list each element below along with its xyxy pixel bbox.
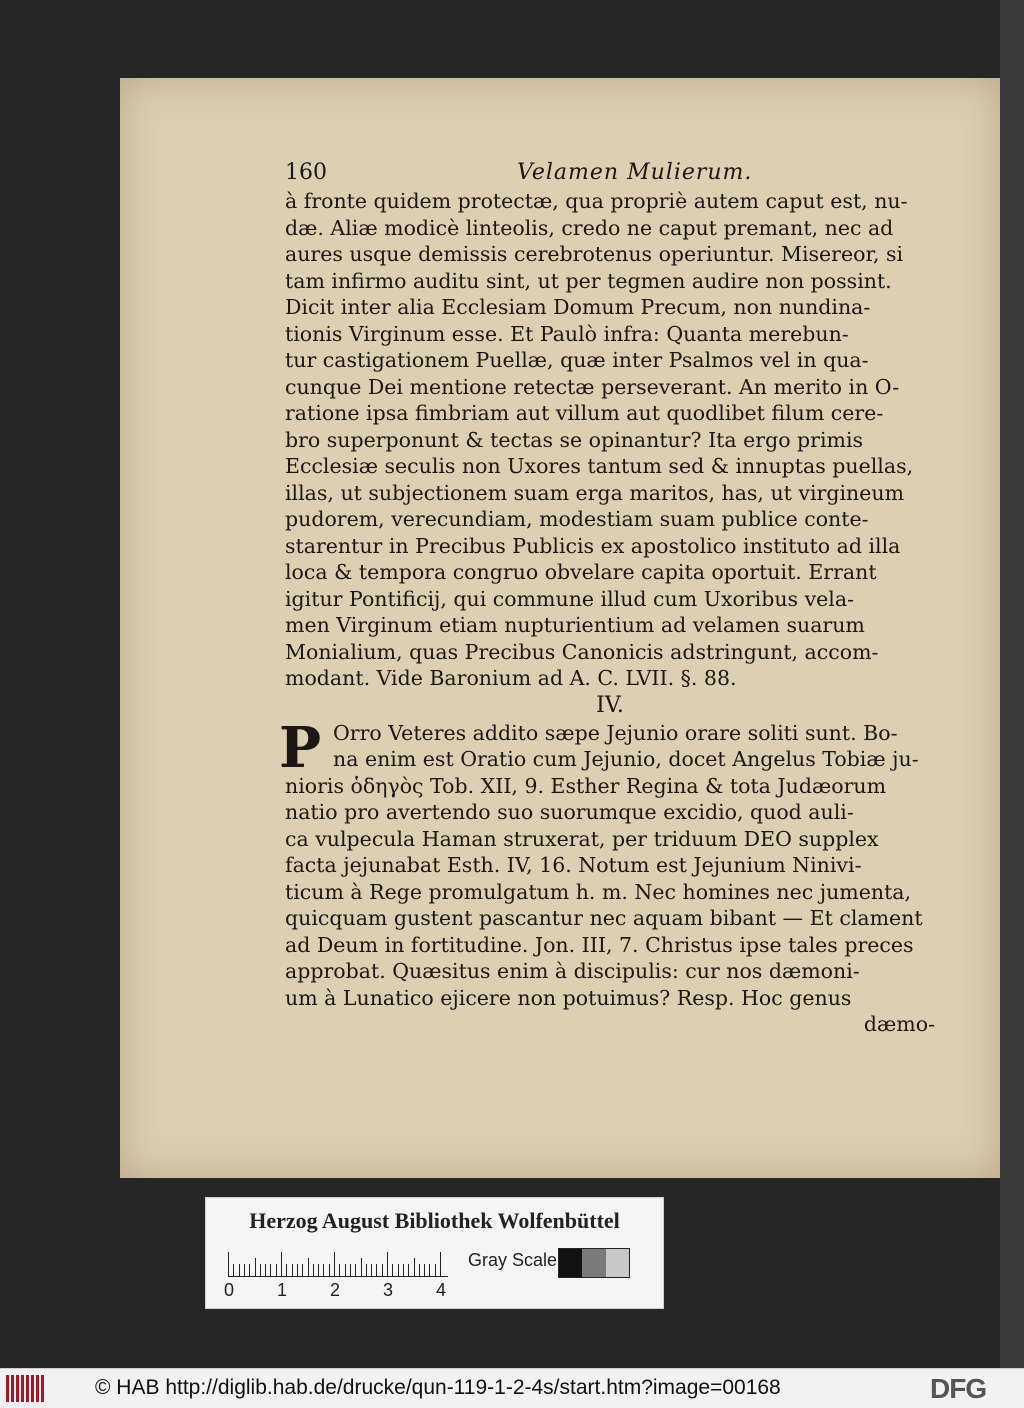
- text-line: bro superponunt & tectas se opinantur? Ita ergo primis: [285, 427, 864, 452]
- text-line: igitur Pontificij, qui commune illud cum Uxoribus vela-: [285, 586, 855, 611]
- text-line: approbat. Quæsitus enim à discipulis: cur nos dæmoni-: [285, 959, 860, 983]
- ruler-tick: [249, 1264, 250, 1276]
- gray-swatch: [582, 1249, 605, 1277]
- source-url[interactable]: © HAB http://diglib.hab.de/drucke/qun-119-1-2-4s/start.htm?image=00168: [95, 1376, 781, 1399]
- ruler-tick: [440, 1252, 441, 1276]
- ruler-tick: [334, 1252, 335, 1276]
- dfg-logo: DFG: [930, 1373, 987, 1404]
- barcode-icon: [6, 1375, 46, 1402]
- text-line: aures usque demissis cerebrotenus operiuntur. Misereor, si: [285, 242, 904, 266]
- ruler-tick: [366, 1264, 367, 1276]
- scan-edge: [1000, 0, 1024, 1368]
- ruler-tick: [302, 1264, 303, 1276]
- text-line: ratione ipsa fimbriam aut villum aut quodlibet filum cere-: [285, 401, 884, 425]
- ruler-tick: [323, 1264, 324, 1276]
- gray-swatch: [606, 1249, 629, 1277]
- scale-number: 4: [436, 1280, 447, 1300]
- footer-bar: [0, 1368, 1024, 1408]
- ruler-tick: [376, 1264, 377, 1276]
- ruler-tick: [308, 1258, 309, 1276]
- text-line: starentur in Precibus Publicis ex apostolico instituto ad illa: [285, 533, 901, 558]
- ruler-tick: [233, 1264, 234, 1276]
- ruler-tick: [339, 1264, 340, 1276]
- page-number: 160: [285, 160, 327, 185]
- paragraph: [279, 714, 935, 1012]
- text-line: ca vulpecula Haman struxerat, per triduum DEO supplex: [285, 826, 879, 851]
- page-text: [279, 158, 935, 1038]
- ruler-tick: [292, 1264, 293, 1276]
- text-line: natio pro avertendo suo suorumque excidio, quod auli-: [285, 800, 854, 824]
- text-line: men Virginum etiam nupturientium ad velamen suarum: [285, 613, 865, 637]
- text-line: Ecclesiæ seculis non Uxores tantum sed & innuptas puellas,: [285, 454, 914, 478]
- paragraph: [285, 188, 935, 692]
- ruler-tick: [371, 1264, 372, 1276]
- library-card: [205, 1197, 664, 1309]
- drop-cap: P: [279, 714, 322, 781]
- text-line: ad Deum in fortitudine. Jon. III, 7. Christus ipse tales preces: [285, 932, 914, 957]
- text-line: tur castigationem Puellæ, quæ inter Psalmos vel in qua-: [285, 348, 869, 372]
- scale-number: 3: [383, 1280, 394, 1300]
- ruler-tick: [419, 1264, 420, 1276]
- ruler-tick: [398, 1264, 399, 1276]
- scale-numbers: [224, 1280, 464, 1300]
- ruler-tick: [345, 1264, 346, 1276]
- ruler-tick: [270, 1264, 271, 1276]
- ruler-tick: [329, 1264, 330, 1276]
- text-line: Orro Veteres addito sæpe Jejunio orare soliti sunt. Bo-: [333, 720, 898, 745]
- ruler-tick: [382, 1264, 383, 1276]
- text-line: quicquam gustent pascantur nec aquam bibant — Et clament: [285, 906, 923, 930]
- ruler-tick: [260, 1264, 261, 1276]
- ruler-tick: [286, 1264, 287, 1276]
- gray-scale-label: Gray Scale: [468, 1250, 558, 1270]
- text-line: pudorem, verecundiam, modestiam suam publice conte-: [285, 507, 869, 531]
- ruler-tick: [361, 1258, 362, 1276]
- ruler-tick: [239, 1264, 240, 1276]
- text-line: facta jejunabat Esth. IV, 16. Notum est Jejunium Ninivi-: [285, 853, 862, 877]
- text-line: um à Lunatico ejicere non potuimus? Resp. Hoc genus: [285, 985, 852, 1010]
- ruler-tick: [281, 1252, 282, 1276]
- ruler-tick: [255, 1258, 256, 1276]
- scale-number: 1: [277, 1280, 288, 1300]
- ruler-tick: [435, 1264, 436, 1276]
- text-line: cunque Dei mentione retectæ perseverant. An merito in O-: [285, 374, 900, 399]
- ruler-tick: [276, 1264, 277, 1276]
- book-page: [120, 78, 1000, 1178]
- ruler-tick: [297, 1264, 298, 1276]
- text-line: à fronte quidem protectæ, qua propriè autem caput est, nu-: [285, 189, 908, 213]
- ruler-tick: [429, 1264, 430, 1276]
- text-line: tionis Virginum esse. Et Paulò infra: Quanta merebun-: [285, 321, 849, 346]
- text-line: tam infirmo auditu sint, ut per tegmen audire non possint.: [285, 268, 892, 293]
- catchword: dæmo-: [863, 1012, 935, 1036]
- text-line: na enim est Oratio cum Jejunio, docet Angelus Tobiæ ju-: [333, 747, 919, 771]
- ruler-tick: [387, 1252, 388, 1276]
- text-line: modant. Vide Baronium ad A. C. LVII. §. 88.: [285, 666, 737, 690]
- text-line: Dicit inter alia Ecclesiam Domum Precum, non nundina-: [285, 295, 871, 319]
- scale-number: 2: [330, 1280, 341, 1300]
- gray-swatch: [559, 1249, 582, 1277]
- ruler-tick: [313, 1264, 314, 1276]
- running-head: [285, 158, 935, 188]
- ruler-tick: [228, 1252, 229, 1276]
- text-line: Monialium, quas Precibus Canonicis adstringunt, accom-: [285, 639, 879, 664]
- section-number: IV.: [596, 692, 624, 718]
- scale-ruler: [228, 1250, 448, 1277]
- text-line: nioris ὁδηγὸς Tob. XII, 9. Esther Regina & tota Judæorum: [285, 773, 887, 798]
- ruler-tick: [265, 1264, 266, 1276]
- card-title: Herzog August Bibliothek Wolfenbüttel: [249, 1208, 620, 1233]
- ruler-tick: [355, 1264, 356, 1276]
- ruler-tick: [414, 1258, 415, 1276]
- text-line: ticum à Rege promulgatum h. m. Nec homines nec jumenta,: [285, 879, 912, 904]
- ruler-tick: [403, 1264, 404, 1276]
- text-line: loca & tempora congruo obvelare capita oportuit. Errant: [285, 560, 877, 584]
- ruler-tick: [424, 1264, 425, 1276]
- ruler-tick: [244, 1264, 245, 1276]
- scale-number: 0: [224, 1280, 235, 1300]
- text-line: dæ. Aliæ modicè linteolis, credo ne caput premant, nec ad: [285, 215, 894, 240]
- text-line: illas, ut subjectionem suam erga maritos, has, ut virgineum: [285, 480, 905, 505]
- gray-scale-swatch: [558, 1248, 630, 1278]
- running-title: Velamen Mulierum.: [517, 160, 753, 185]
- ruler-tick: [408, 1264, 409, 1276]
- ruler-tick: [318, 1264, 319, 1276]
- ruler-tick: [350, 1264, 351, 1276]
- ruler-tick: [392, 1264, 393, 1276]
